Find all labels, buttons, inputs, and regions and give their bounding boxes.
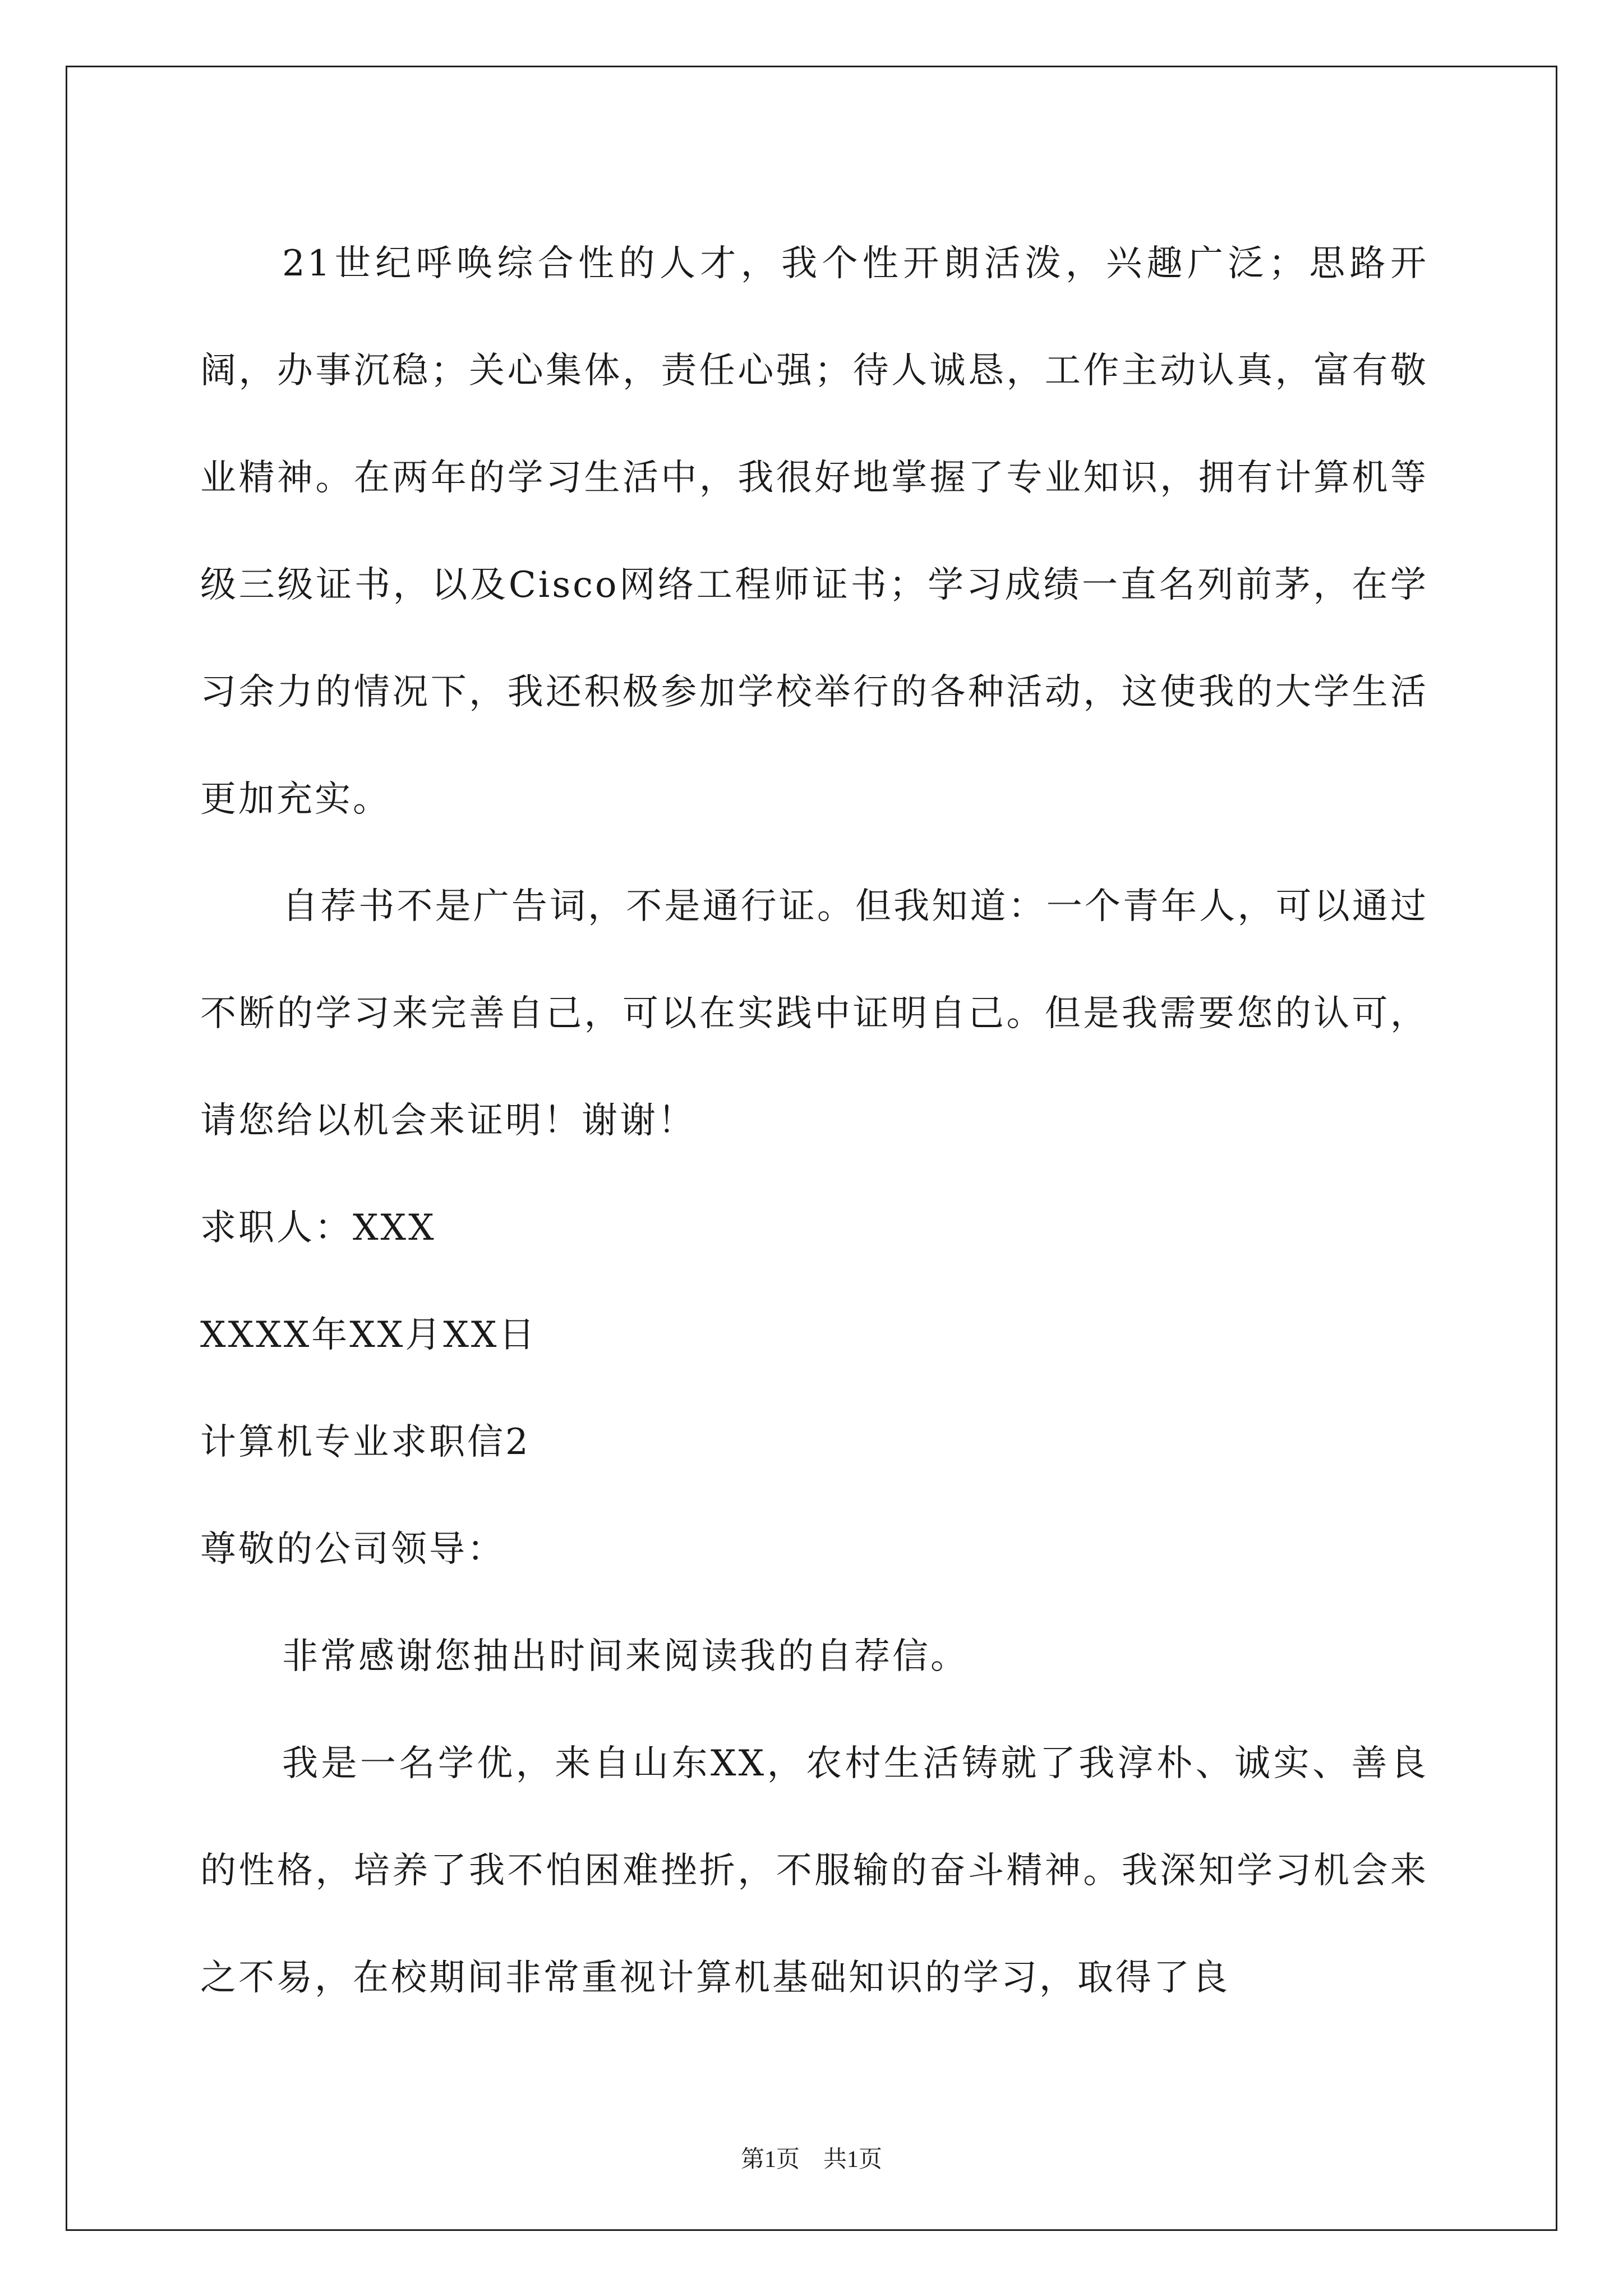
page-total: 共1页 [823, 2147, 883, 2173]
date-line: XXXX年XX月XX日 [200, 1314, 537, 1356]
page-footer [0, 2143, 1623, 2177]
paragraph-background: 我是一名学优，来自山东XX，农村生活铸就了我淳朴、诚实、善良的性格，培养了我不怕困难挫折，不服输的奋斗精神。我深知学习机会来之不易，在校期间非常重视计算机基础知识的学习，取得了良 [200, 1743, 1428, 1999]
paragraph-intro: 21世纪呼唤综合性的人才，我个性开朗活泼，兴趣广泛；思路开阔，办事沉稳；关心集体，责任心强；待人诚恳，工作主动认真，富有敬业精神。在两年的学习生活中，我很好地掌握了专业知识，拥有计算机等级三级证书，以及Cisco网络工程师证书；学习成绩一直名列前茅，在学习余力的情况下，我还积极参加学校举行的各种活动，这使我的大学生活更加充实。 [200, 243, 1428, 820]
page-number: 第1页 [740, 2147, 800, 2173]
paragraph-thanks: 非常感谢您抽出时间来阅读我的自荐信。 [282, 1636, 969, 1677]
document-body [200, 210, 1428, 2032]
section-title: 计算机专业求职信2 [200, 1421, 531, 1463]
signature-line: 求职人：XXX [200, 1207, 436, 1249]
salutation: 尊敬的公司领导： [200, 1529, 505, 1570]
paragraph-recommendation: 自荐书不是广告词，不是通行证。但我知道：一个青年人，可以通过不断的学习来完善自己，可以在实践中证明自己。但是我需要您的认可，请您给以机会来证明！谢谢！ [200, 886, 1428, 1142]
